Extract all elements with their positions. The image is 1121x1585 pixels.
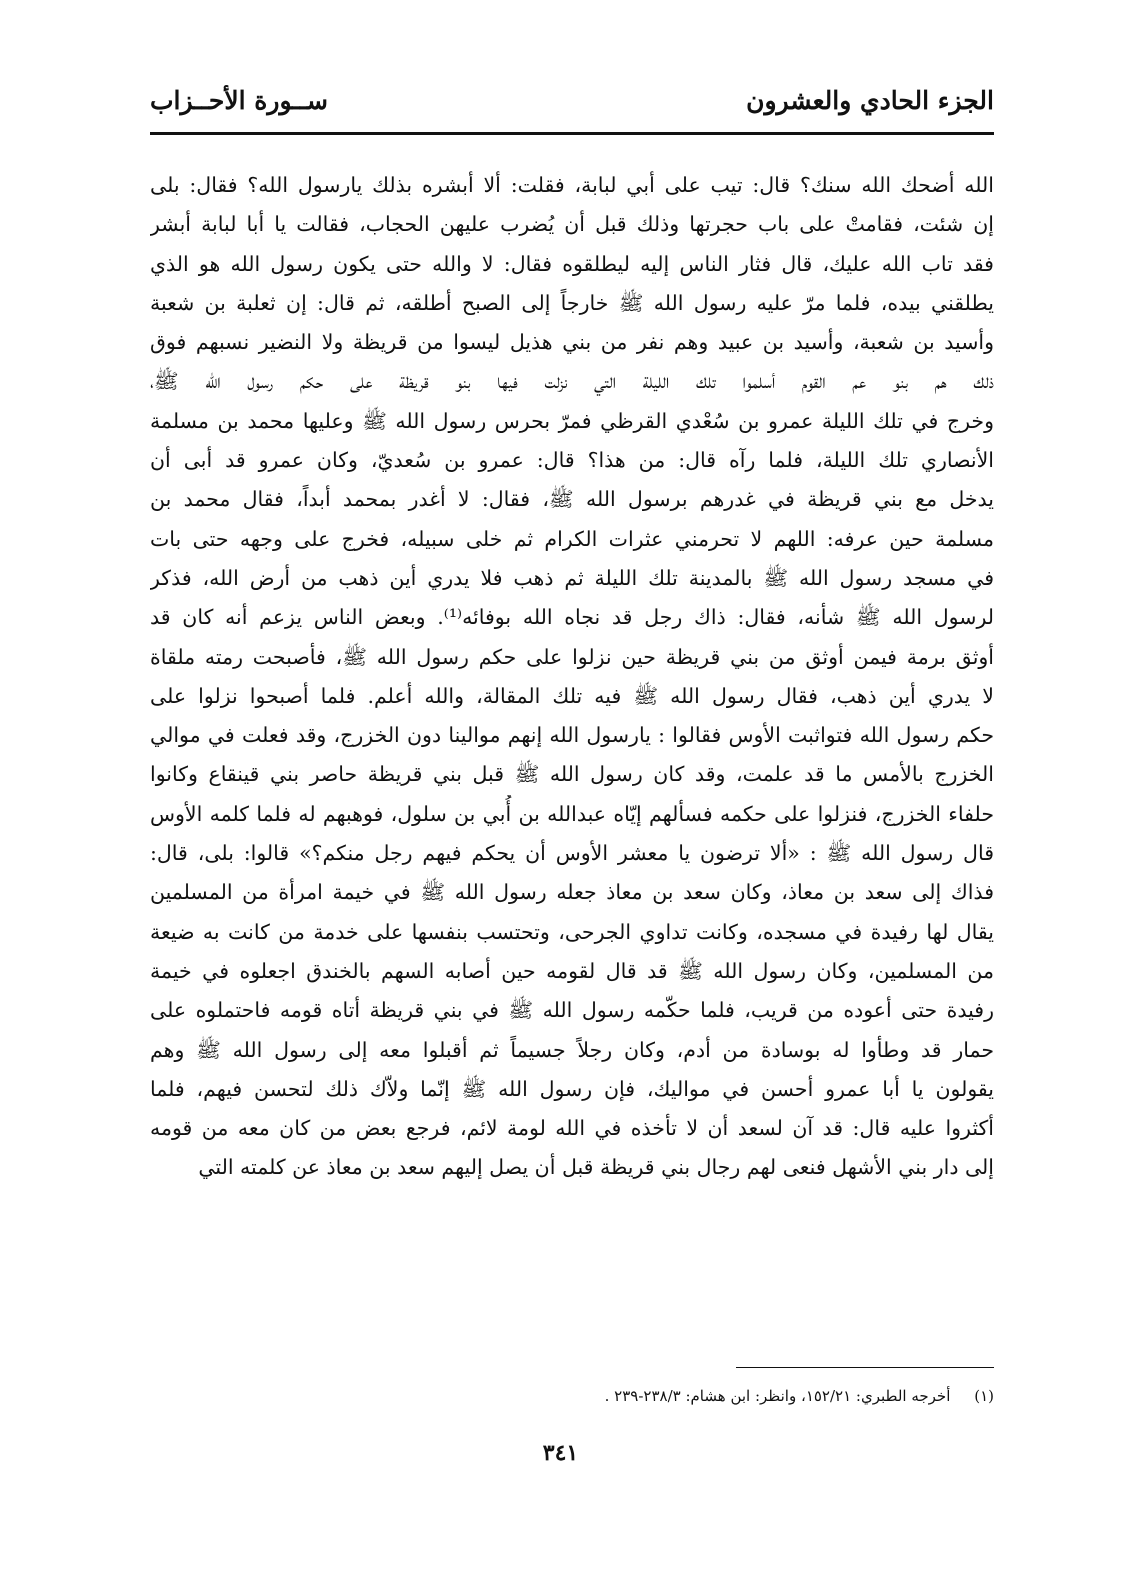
text-line: يطلقني بيده، فلما مرّ عليه رسول الله ﷺ خارجاً إلى الصبح أطلقه، ثم قال: إن ثعلبة بن شعبة [150, 290, 994, 315]
footnote-separator [736, 1367, 994, 1368]
text-line: لا يدري أين ذهب، فقال رسول الله ﷺ فيه تلك المقالة، والله أعلم. فلما أصبحوا نزلوا على [150, 683, 994, 708]
text-line: فقد تاب الله عليك، قال فثار الناس إليه ليطلقوه فقال: لا والله حتى يكون رسول الله هو الذي [150, 251, 994, 276]
footnote-marker: (١) [974, 1387, 994, 1405]
text-line: الخزرج بالأمس ما قد علمت، وقد كان رسول الله ﷺ قبل بني قريظة حاصر بني قينقاع وكانوا [150, 762, 994, 787]
text-line: فذاك إلى سعد بن معاذ، وكان سعد بن معاذ جعله رسول الله ﷺ في خيمة امرأة من المسلمين [150, 880, 994, 905]
text-line: حكم رسول الله فتواثبت الأوس فقالوا : يارسول الله إنهم موالينا دون الخزرج، وقد فعلت في موالي [150, 723, 994, 748]
text-line: أوثق برمة فيمن أوثق من بني قريظة حين نزلوا على حكم رسول الله ﷺ، فأصبحت رمته ملقاة [150, 644, 994, 669]
text-line: إن شئت، فقامتْ على باب حجرتها وذلك قبل أن يُضرب عليهن الحجاب، فقالت يا أبا لبابة أبشر [150, 212, 994, 237]
surah-title: ســورة الأحــزاب [150, 85, 328, 115]
text-line: وأسيد بن شعبة، وأسيد بن عبيد وهم نفر من بني هذيل ليسوا من قريظة ولا النضير نسبهم فوق [150, 330, 994, 355]
text-line: حمار قد وطأوا له بوسادة من أدم، وكان رجلاً جسيماً ثم أقبلوا معه إلى رسول الله ﷺ وهم [150, 1037, 994, 1062]
text-line: أكثروا عليه قال: قد آن لسعد أن لا تأخذه في الله لومة لائم، فرجع بعض من كان معه من قومه [150, 1116, 994, 1141]
text-line: مسلمة حين عرفه: اللهم لا تحرمني عثرات الكرام ثم خلى سبيله، فخرج على وجهه حتى بات [150, 526, 994, 551]
text-line: في مسجد رسول الله ﷺ بالمدينة تلك الليلة ثم ذهب فلا يدري أين ذهب من أرض الله، فذكر [150, 565, 994, 590]
text-line: رفيدة حتى أعوده من قريب، فلما حكّمه رسول الله ﷺ في بني قريظة أتاه قومه فاحتملوه على [150, 998, 994, 1023]
body-text [150, 166, 994, 1188]
text-line: يقال لها رفيدة في مسجده، وكانت تداوي الجرحى، وتحتسب بنفسها على خدمة من كانت به ضيعة [150, 919, 994, 944]
text-line: إلى دار بني الأشهل فنعى لهم رجال بني قريظة قبل أن يصل إليهم سعد بن معاذ عن كلمته التي [198, 1155, 994, 1180]
text-line: قال رسول الله ﷺ : «ألا ترضون يا معشر الأوس أن يحكم فيهم رجل منكم؟» قالوا: بلى، قال: [150, 841, 994, 866]
text-line: الأنصاري تلك الليلة، فلما رآه قال: من هذا؟ قال: عمرو بن سُعديّ، وكان عمرو قد أبى أن [150, 448, 994, 473]
text-line: ذلك هم بنو عم القوم أسلموا تلك الليلة التي نزلت فيها بنو قريظة على حكم رسول الله ﷺ، [150, 369, 994, 394]
text-line: وخرج في تلك الليلة عمرو بن سُعْدي القرظي فمرّ بحرس رسول الله ﷺ وعليها محمد بن مسلمة [150, 408, 994, 433]
text-line: الله أضحك الله سنك؟ قال: تيب على أبي لبابة، فقلت: ألا أبشره بذلك يارسول الله؟ فقال: بلى [150, 173, 994, 197]
part-title: الجزء الحادي والعشرون [746, 85, 994, 115]
text-line: من المسلمين، وكان رسول الله ﷺ قد قال لقومه حين أصابه السهم بالخندق اجعلوه في خيمة [150, 958, 994, 983]
text-line: لرسول الله ﷺ شأنه، فقال: ذاك رجل قد نجاه الله بوفائه⁽¹⁾. وبعض الناس يزعم أنه كان قد [150, 605, 994, 630]
text-line: يقولون يا أبا عمرو أحسن في مواليك، فإن رسول الله ﷺ إنّما ولاّك ذلك لتحسن فيهم، فلما [150, 1076, 994, 1101]
page-number: ٣٤١ [542, 1440, 579, 1466]
text-line: حلفاء الخزرج، فنزلوا على حكمه فسألهم إيّاه عبدالله بن أُبي بن سلول، فوهبهم له فلما كلمه الأوس [150, 801, 994, 826]
running-header [150, 80, 994, 120]
text-line: يدخل مع بني قريظة في غدرهم برسول الله ﷺ، فقال: لا أغدر بمحمد أبداً، فقال محمد بن [150, 487, 994, 512]
header-rule [150, 132, 994, 135]
footnote-text: أخرجه الطبري: ١٥٢/٢١، وانظر: ابن هشام: ٢٣٨/٣-٢٣٩ . [604, 1387, 951, 1405]
footnote [150, 1383, 994, 1409]
